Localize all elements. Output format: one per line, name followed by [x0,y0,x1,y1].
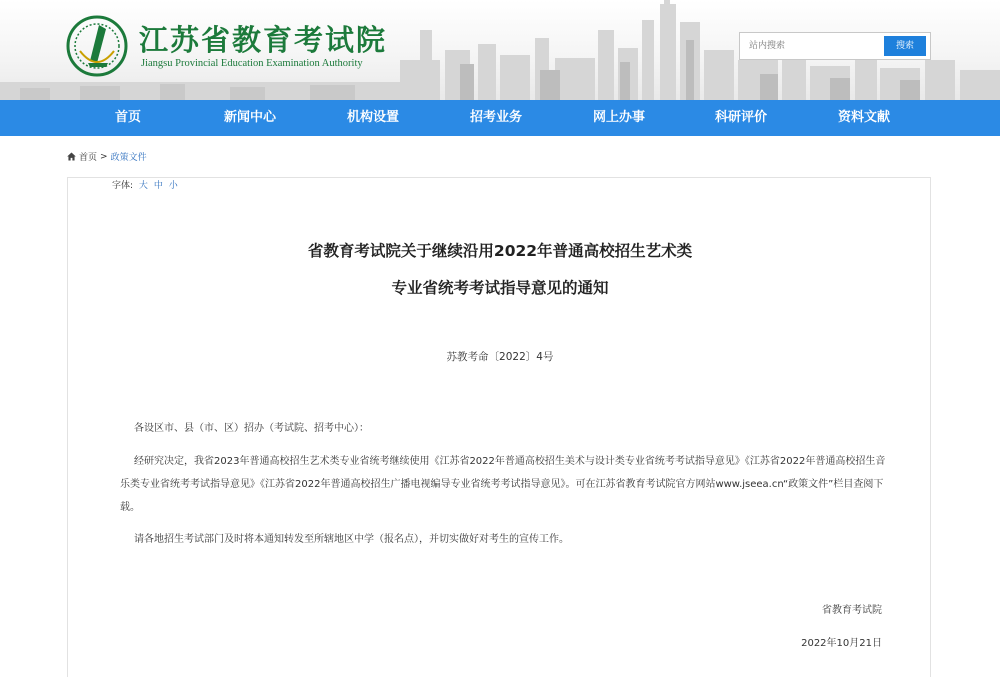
nav-item-admissions[interactable]: 招考业务 [469,110,522,125]
nav-item-research[interactable]: 科研评价 [714,110,767,125]
breadcrumb-current[interactable]: 政策文件 [110,153,147,163]
font-size-large[interactable]: 大 [138,181,148,191]
body-paragraph-1: 经研究决定，我省2023年普通高校招生艺术类专业省统考继续使用《江苏省2022年普通高校招生美术与设计类专业省统考考试指导意见》《江苏省2022年普通高校招生音乐类专业省统考考试指导意见》《江苏省2022年普通高校招生广播电视编导专业省统考考试指导意见》。可在江苏省教育考试院官方网站www.jseea.cn“政策文件”栏目查阅下载。 [120,456,886,513]
breadcrumb [67,150,147,163]
article-title-line-2: 专业省统考考试指导意见的通知 [391,279,609,297]
font-size-medium[interactable]: 中 [153,181,163,191]
nav-item-online-services[interactable]: 网上办事 [592,110,645,125]
search-input[interactable] [740,33,889,59]
site-header [0,0,1000,100]
nav-item-organization[interactable]: 机构设置 [346,110,399,125]
nav-item-documents[interactable]: 资料文献 [837,110,890,125]
font-size-small[interactable]: 小 [168,181,178,191]
article-title-line-1: 省教育考试院关于继续沿用2022年普通高校招生艺术类 [307,242,693,260]
emblem-logo-icon [66,15,128,77]
breadcrumb-separator: > [100,151,108,162]
signer: 省教育考试院 [822,605,882,616]
logo-chinese-name[interactable]: 江苏省教育考试院 [139,23,388,57]
home-icon [67,152,76,161]
nav-item-home[interactable]: 首页 [114,110,141,125]
main-navigation [0,100,1000,136]
addressee-line: 各设区市、县（市、区）招办（考试院、招考中心）： [134,423,369,434]
article-panel [67,177,931,677]
logo-english-name: Jiangsu Provincial Education Examination Authority [141,58,363,69]
breadcrumb-home[interactable]: 首页 [79,153,98,163]
issue-date: 2022年10月21日 [801,638,882,649]
nav-item-news[interactable]: 新闻中心 [223,110,276,125]
body-paragraph-2: 请各地招生考试部门及时将本通知转发至所辖地区中学（报名点），并切实做好对考生的宣传工作。 [134,534,569,545]
document-number: 苏教考命〔2022〕4号 [446,351,554,363]
search-button[interactable]: 搜索 [884,36,926,56]
font-size-switcher [112,178,178,191]
font-size-label: 字体: [112,181,134,191]
search-box [739,32,931,60]
